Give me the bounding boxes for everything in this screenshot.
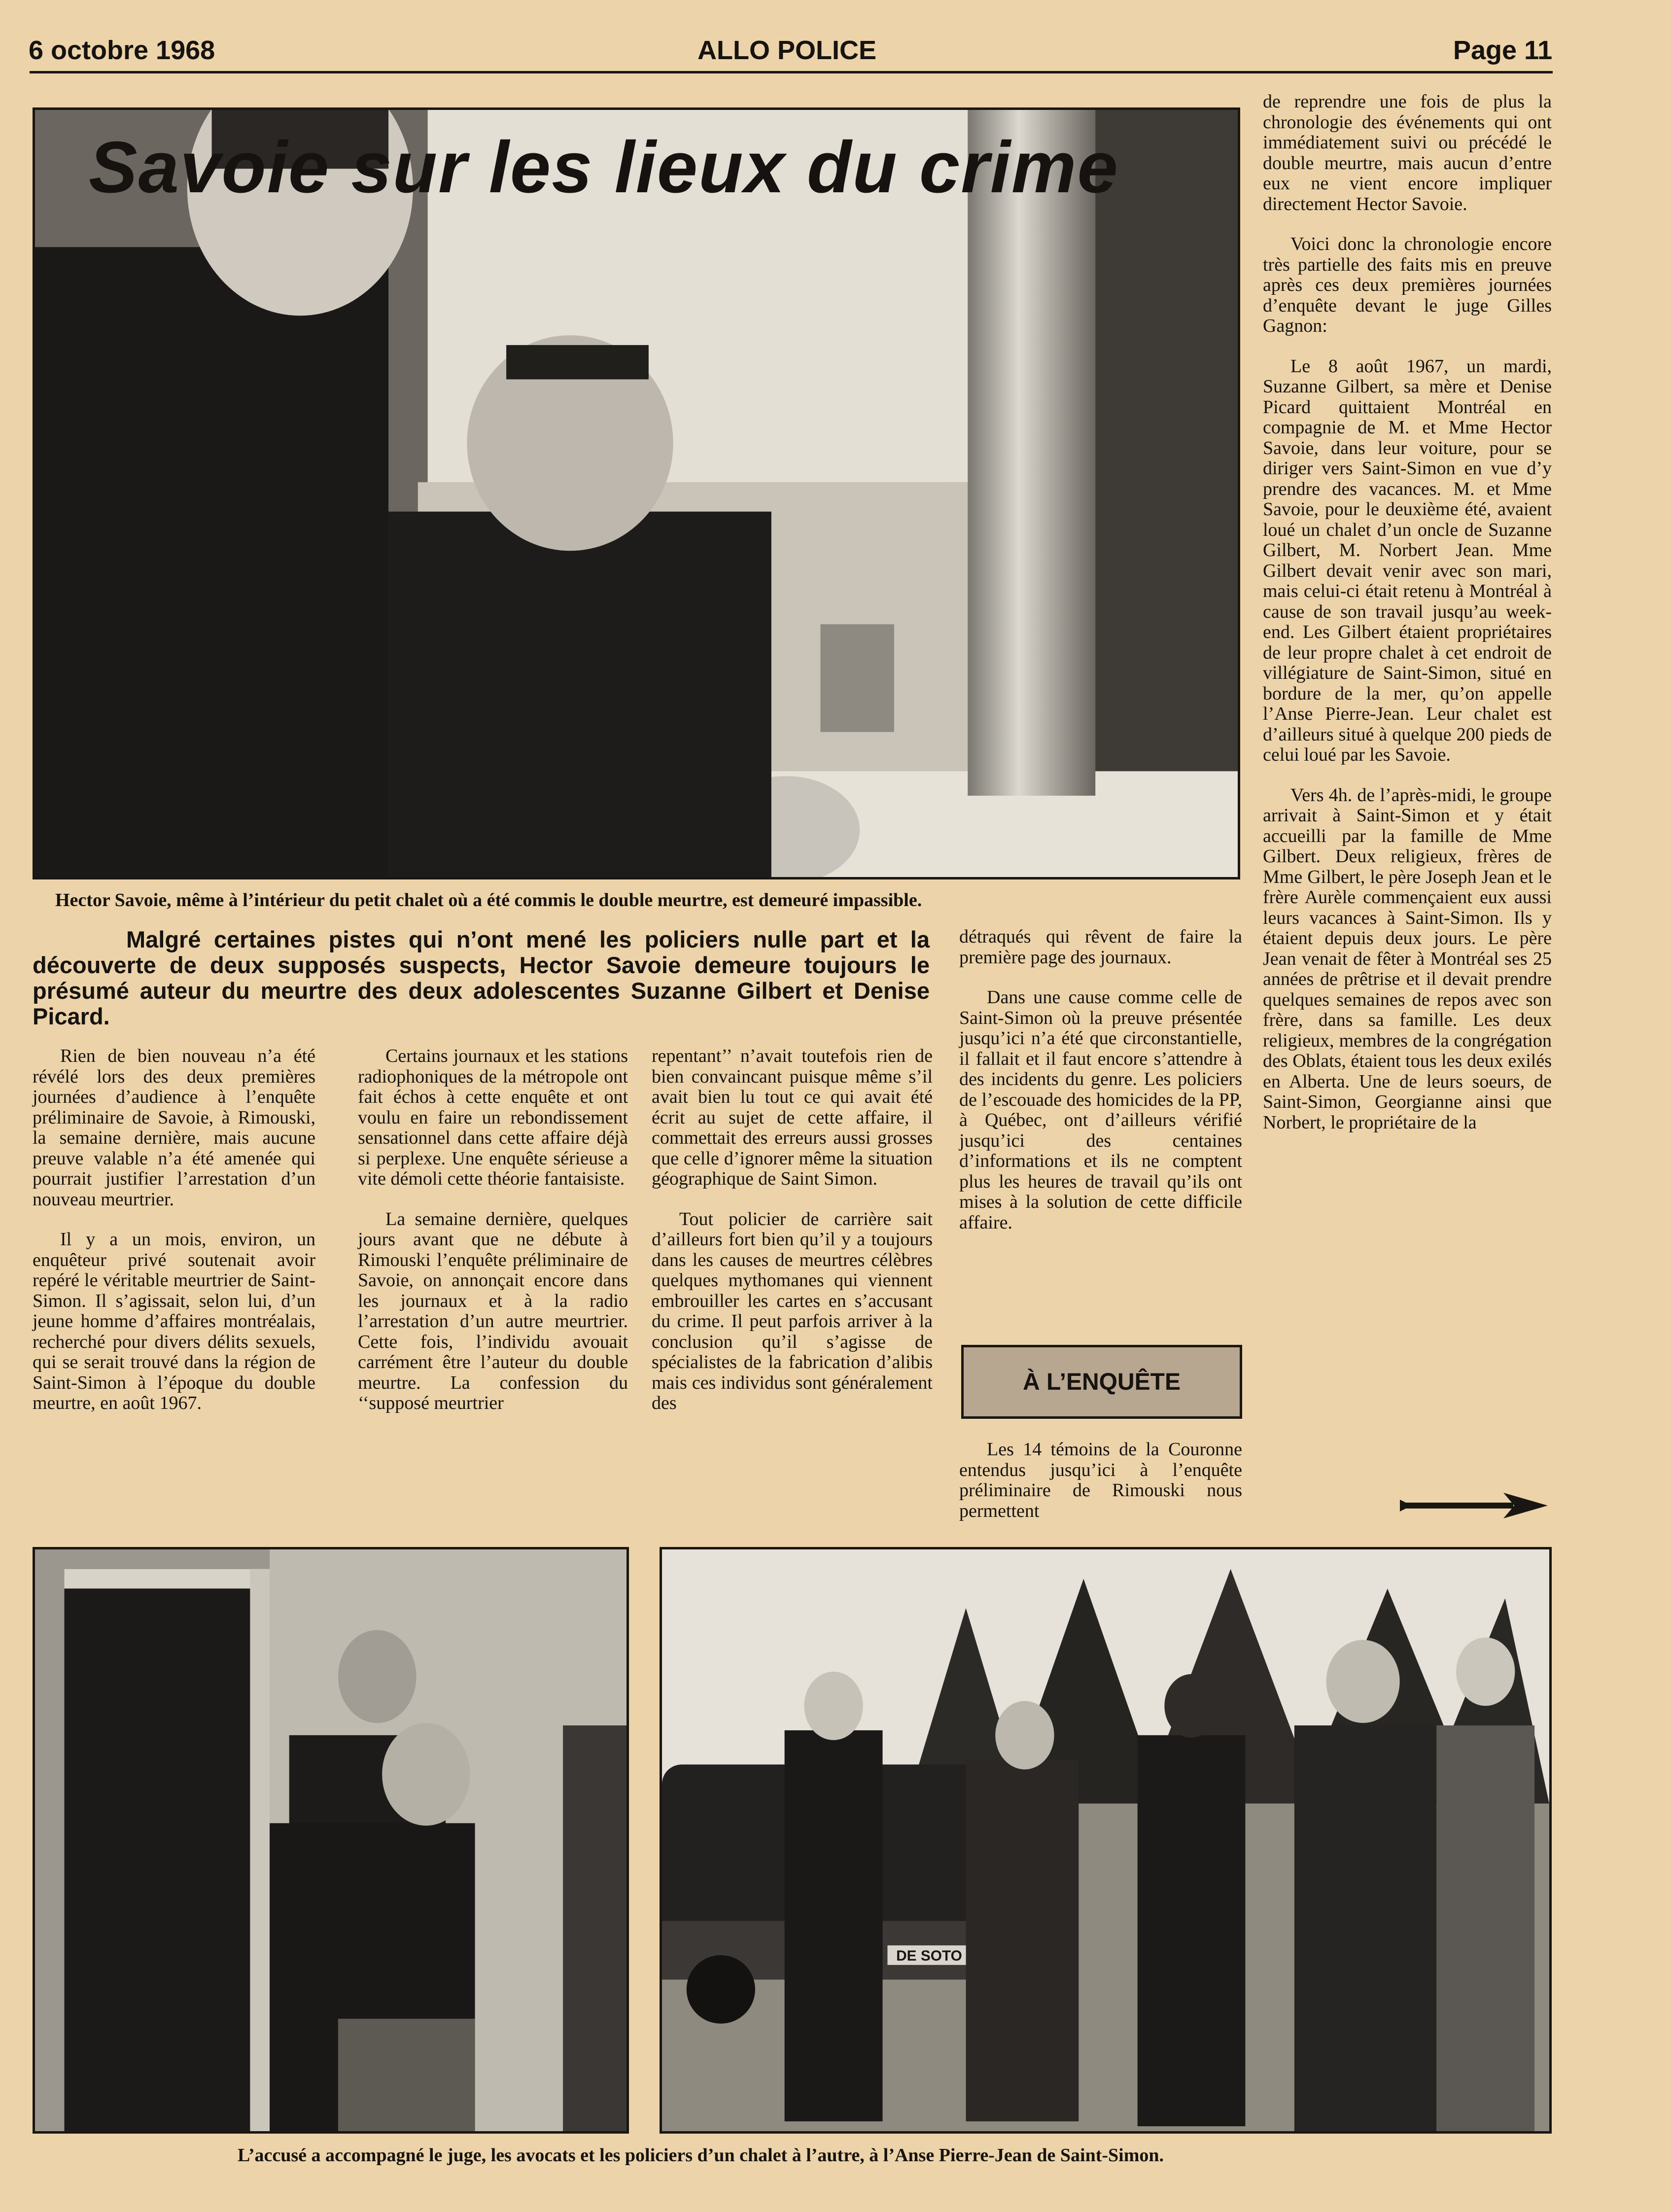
lead-paragraph: Malgré certaines pistes qui n’ont mené les policiers nulle part et la découverte de deux supposés suspects, Hector Savoie demeure toujours le présumé auteur du meurtre des deux adolescentes Suzanne Gilbert et Denise Picard. <box>33 926 930 1029</box>
continue-arrow-icon <box>1400 1491 1548 1520</box>
paragraph: Vers 4h. de l’après-midi, le groupe arrivait à Saint-Simon et y était accueilli par la famille de Mme Gilbert. Deux religieux, frères de Mme Gilbert, le père Joseph Jean et le frère Aurèle commençaient eux aussi leurs vacances à Saint-Simon. Ils y étaient depuis deux jours. Le père Jean venait de fêter à Montréal ses 25 années de prêtrise et il devait prendre quelques semaines de repos avec son frère, dans sa famille. Les deux religieux, membres de la congrégation des Oblats, étaient tous les deux exilés en Alberta. Une de leurs soeurs, de Saint-Simon, Georgianne ainsi que Norbert, le propriétaire de la <box>1263 784 1552 1133</box>
header-rule <box>30 71 1553 73</box>
paragraph: Tout policier de carrière sait d’ailleurs fort bien qu’il y a toujours dans les causes de meurtres célèbres quelques mythomanes qui viennent embrouiller les cartes en s’accusant du crime. Il peut parfois arriver à la conclusion qu’il s’agisse de spécialistes de la fabrication d’alibis mais ces individus sont généralement des <box>652 1208 933 1413</box>
article-column-3 <box>652 1046 933 1434</box>
section-heading-box: À L’ENQUÊTE <box>961 1345 1242 1419</box>
article-column-2 <box>358 1046 628 1434</box>
paragraph: La semaine dernière, quelques jours avant que ne débute à Rimouski l’enquête préliminaire de Savoie, on annonçait encore dans les journaux et à la radio l’arrestation d’un autre meurtrier. Cette fois, l’individu avouait carrément être l’auteur du double meurtre. La confession du ‘‘supposé meurtrier <box>358 1208 628 1413</box>
issue-date: 6 octobre 1968 <box>29 35 215 65</box>
top-photo <box>33 107 1240 879</box>
paragraph: de reprendre une fois de plus la chronologie des événements qui ont immédiatement suivi ou précédé le double meurtre, mais aucun d’entre eux ne vient encore impliquer directement Hector Savoie. <box>1263 91 1552 214</box>
paragraph: Voici donc la chronologie encore très partielle des faits mis en preuve après ces deux premières journées d’enquête devant le juge Gilles Gagnon: <box>1263 234 1552 336</box>
article-column-4 <box>959 927 1242 1253</box>
paragraph: Certains journaux et les stations radiophoniques de la métropole ont fait échos à cette enquête et ont voulu en faire un rebondissement sensationnel dans cette affaire déjà si perplexe. Une enquête sérieuse a vite démoli cette théorie fantaisiste. <box>358 1046 628 1189</box>
paragraph: Dans une cause comme celle de Saint-Simon où la preuve présentée jusqu’ici n’a été que circonstantielle, il fallait et il faut encore s’attendre à des incidents du genre. Les policiers de l’escouade des homicides de la PP, à Québec, ont d’ailleurs vérifié jusqu’ici des centaines d’informations et ils ne comptent plus les heures de travail qu’ils ont mises à la solution de cette difficile affaire. <box>959 987 1242 1233</box>
paragraph: Rien de bien nouveau n’a été révélé lors des deux premières journées d’audience à l’enquête préliminaire de Savoie, à Rimouski, la semaine dernière, mais aucune preuve valable n’a été amenée qui pourrait justifier l’arrestation d’un nouveau meurtrier. <box>33 1046 315 1210</box>
headline: Savoie sur les lieux du crime <box>89 127 1119 208</box>
bottom-right-photo <box>660 1547 1552 2134</box>
article-column-5 <box>1263 92 1552 1153</box>
bottom-photos-caption: L’accusé a accompagné le juge, les avocats et les policiers d’un chalet à l’autre, à l’Anse Pierre-Jean de Saint-Simon. <box>238 2145 1164 2166</box>
vehicle-plate-text: DE SOTO <box>896 1947 962 1964</box>
article-column-4-continued <box>959 1440 1242 1541</box>
article-column-1 <box>33 1046 315 1434</box>
paragraph: détraqués qui rêvent de faire la première page des journaux. <box>959 926 1242 968</box>
bottom-left-photo <box>33 1547 629 2134</box>
paragraph: Il y a un mois, environ, un enquêteur privé soutenait avoir repéré le véritable meurtrier de Saint-Simon. Il s’agissait, selon lui, d’un jeune homme d’affaires montréalais, recherché pour divers délits sexuels, qui se serait trouvé dans la région de Saint-Simon à l’époque du double meurtre, en août 1967. <box>33 1229 315 1413</box>
top-photo-caption: Hector Savoie, même à l’intérieur du petit chalet où a été commis le double meurtre, est demeuré impassible. <box>55 890 922 911</box>
publication-name: ALLO POLICE <box>697 35 876 65</box>
page-number: Page 11 <box>1453 35 1553 65</box>
paragraph: Les 14 témoins de la Couronne entendus jusqu’ici à l’enquête préliminaire de Rimouski nous permettent <box>959 1439 1242 1521</box>
paragraph: Le 8 août 1967, un mardi, Suzanne Gilbert, sa mère et Denise Picard quittaient Montréal en compagnie de M. et Mme Hector Savoie, dans leur voiture, pour se diriger vers Saint-Simon en vue d’y prendre des vacances. M. et Mme Savoie, pour le deuxième été, avaient loué un chalet d’un oncle de Suzanne Gilbert, M. Norbert Jean. Mme Gilbert devait venir avec son mari, mais celui-ci était retenu à Montréal à cause de son travail jusqu’au week-end. Les Gilbert étaient propriétaires de leur propre chalet à cet endroit de villégiature de Saint-Simon, situé en bordure de la mer, qu’on appelle l’Anse Pierre-Jean. Leur chalet est d’ailleurs situé à quelque 200 pieds de celui loué par les Savoie. <box>1263 355 1552 765</box>
paragraph: repentant’’ n’avait toutefois rien de bien convaincant puisque même s’il avait bien lu tout ce qui avait été écrit au sujet de cette affaire, il commettait des erreurs aussi grosses que celle d’ignorer même la situation géographique de Saint Simon. <box>652 1046 933 1189</box>
